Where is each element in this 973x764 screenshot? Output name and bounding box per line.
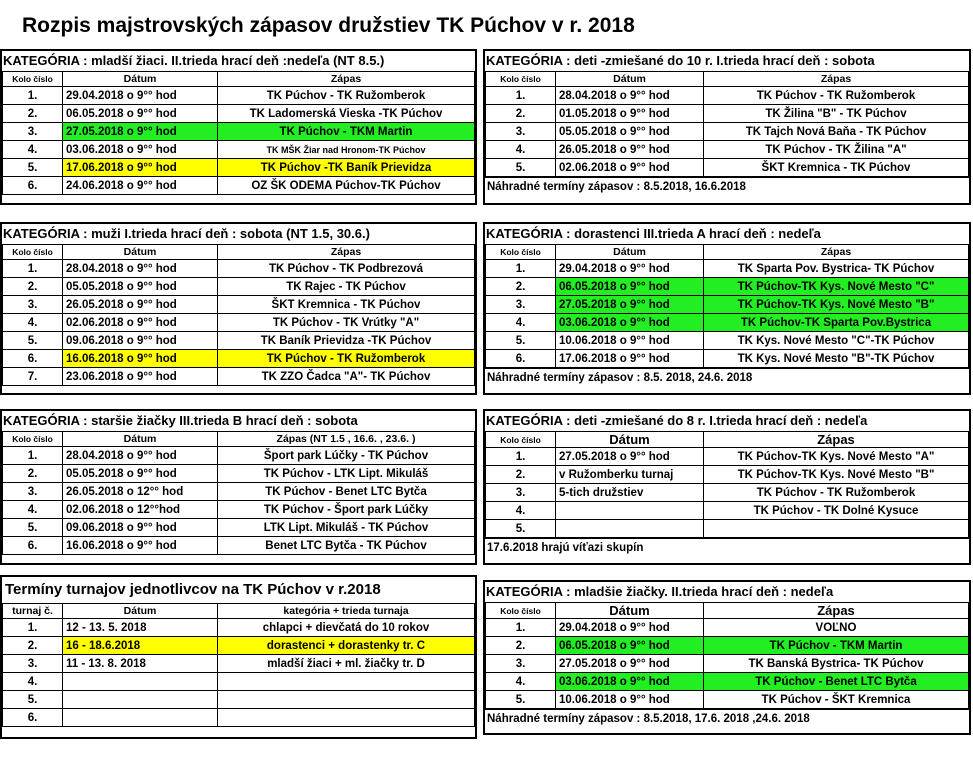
table-row <box>3 159 475 177</box>
match-date: 28.04.2018 o 9°° hod <box>556 87 704 105</box>
match-date: 01.05.2018 o 9°° hod <box>556 105 704 123</box>
match-date: 24.06.2018 o 9°° hod <box>63 177 218 195</box>
table-row <box>486 655 969 673</box>
match-name: TK Púchov - TK Podbrezová <box>218 260 475 278</box>
match-name: TK Púchov - Benet LTC Bytča <box>218 483 475 501</box>
col-kolo: Kolo číslo <box>486 432 556 448</box>
round-number: 1. <box>3 87 63 105</box>
table-row <box>3 637 475 655</box>
match-name: TK Púchov - TK Ružomberok <box>704 87 969 105</box>
col-datum: Dátum <box>63 432 218 447</box>
match-date: 16.06.2018 o 9°° hod <box>63 350 218 368</box>
table-row <box>3 655 475 673</box>
match-date: 09.06.2018 o 9°° hod <box>63 332 218 350</box>
block-note: Náhradné termíny zápasov : 8.5. 2018, 24.6. 2018 <box>485 368 969 388</box>
col-zapas: Zápas <box>704 72 969 87</box>
match-date: 23.06.2018 o 9°° hod <box>63 368 218 386</box>
block-mladsie-ziacky <box>483 580 971 735</box>
match-name: TK Rajec - TK Púchov <box>218 278 475 296</box>
col-kolo: Kolo číslo <box>3 245 63 260</box>
match-date: 02.06.2018 o 12°°hod <box>63 501 218 519</box>
round-number: 2. <box>3 465 63 483</box>
col-datum: Dátum <box>63 245 218 260</box>
match-date: 29.04.2018 o 9°° hod <box>63 87 218 105</box>
table-row <box>486 691 969 709</box>
match-date: 29.04.2018 o 9°° hod <box>556 260 704 278</box>
table-row <box>486 105 969 123</box>
table-row <box>486 159 969 177</box>
block-header: KATEGÓRIA : staršie žiačky III.trieda B hrací deň : sobota <box>3 413 358 428</box>
match-date: 28.04.2018 o 9°° hod <box>63 447 218 465</box>
match-date: 10.06.2018 o 9°° hod <box>556 691 704 709</box>
round-number: 5. <box>486 691 556 709</box>
schedule-table <box>2 71 475 195</box>
block-header: KATEGÓRIA : deti -zmiešané do 8 r. I.trieda hrací deň : nedeľa <box>486 413 868 428</box>
match-date: 02.06.2018 o 9°° hod <box>63 314 218 332</box>
table-row <box>3 483 475 501</box>
match-name <box>704 520 969 538</box>
table-row <box>3 87 475 105</box>
block-dorastenci <box>483 222 971 395</box>
table-row <box>3 368 475 386</box>
round-number: 4. <box>486 141 556 159</box>
match-date: 06.05.2018 o 9°° hod <box>556 637 704 655</box>
match-date: 27.05.2018 o 9°° hod <box>556 448 704 466</box>
match-name: dorastenci + dorastenky tr. C <box>218 637 475 655</box>
match-name: ŠKT Kremnica - TK Púchov <box>704 159 969 177</box>
round-number: 1. <box>486 619 556 637</box>
match-name: TK Sparta Pov. Bystrica- TK Púchov <box>704 260 969 278</box>
match-name: ŠKT Kremnica - TK Púchov <box>218 296 475 314</box>
table-row <box>486 619 969 637</box>
table-row <box>3 350 475 368</box>
round-number: 4. <box>3 141 63 159</box>
table-row <box>486 314 969 332</box>
match-name <box>218 673 475 691</box>
match-name: TK Púchov - TK Žilina "A" <box>704 141 969 159</box>
round-number: 3. <box>486 296 556 314</box>
col-zapas: Zápas <box>704 603 969 619</box>
round-number: 2. <box>486 105 556 123</box>
table-row <box>486 448 969 466</box>
match-date: 09.06.2018 o 9°° hod <box>63 519 218 537</box>
page-title: Rozpis majstrovských zápasov družstiev TK Púchov v r. 2018 <box>22 14 635 37</box>
round-number: 2. <box>486 637 556 655</box>
block-deti-do-8 <box>483 409 971 565</box>
match-name: TK Tajch Nová Baňa - TK Púchov <box>704 123 969 141</box>
table-row <box>3 332 475 350</box>
schedule-table <box>485 244 969 368</box>
match-name: TK Baník Prievidza -TK Púchov <box>218 332 475 350</box>
round-number: 5. <box>3 691 63 709</box>
match-date: 26.05.2018 o 9°° hod <box>556 141 704 159</box>
table-row <box>3 619 475 637</box>
match-date: 26.05.2018 o 12°° hod <box>63 483 218 501</box>
match-date: 16 - 18.6.2018 <box>63 637 218 655</box>
round-number: 6. <box>3 709 63 727</box>
round-number: 2. <box>3 637 63 655</box>
col-zapas: Zápas <box>704 432 969 448</box>
match-date: 02.06.2018 o 9°° hod <box>556 159 704 177</box>
table-row <box>3 314 475 332</box>
table-row <box>486 87 969 105</box>
schedule-table <box>2 603 475 727</box>
table-row <box>3 709 475 727</box>
table-row <box>3 447 475 465</box>
match-name: TK Púchov - LTK Lipt. Mikuláš <box>218 465 475 483</box>
match-date: 11 - 13. 8. 2018 <box>63 655 218 673</box>
round-number: 2. <box>3 105 63 123</box>
col-zapas: Zápas (NT 1.5 , 16.6. , 23.6. ) <box>218 432 475 447</box>
round-number: 1. <box>486 448 556 466</box>
table-row <box>3 519 475 537</box>
block-header: KATEGÓRIA : mladšie žiačky. II.trieda hrací deň : nedeľa <box>486 584 834 599</box>
match-date: 27.05.2018 o 9°° hod <box>556 655 704 673</box>
match-date <box>63 709 218 727</box>
table-row <box>486 260 969 278</box>
match-name: TK Banská Bystrica- TK Púchov <box>704 655 969 673</box>
block-header: KATEGÓRIA : dorastenci III.trieda A hrací deň : nedeľa <box>486 226 821 241</box>
match-name: TK Púchov-TK Kys. Nové Mesto "B" <box>704 466 969 484</box>
match-name: TK Púchov-TK Kys. Nové Mesto "A" <box>704 448 969 466</box>
match-date: 06.05.2018 o 9°° hod <box>63 105 218 123</box>
block-starsie-ziacky <box>0 409 477 565</box>
table-row <box>3 296 475 314</box>
match-date: v Ružomberku turnaj <box>556 466 704 484</box>
col-kolo: Kolo číslo <box>486 245 556 260</box>
block-header: Termíny turnajov jednotlivcov na TK Púchov v r.2018 <box>5 581 381 598</box>
match-name: Šport park Lúčky - TK Púchov <box>218 447 475 465</box>
match-name: chlapci + dievčatá do 10 rokov <box>218 619 475 637</box>
col-kolo: Kolo číslo <box>3 72 63 87</box>
match-date: 27.05.2018 o 9°° hod <box>63 123 218 141</box>
round-number: 5. <box>3 332 63 350</box>
table-row <box>3 105 475 123</box>
block-turnaje <box>0 575 477 739</box>
match-date: 27.05.2018 o 9°° hod <box>556 296 704 314</box>
match-name: TK MŠK Žiar nad Hronom-TK Púchov <box>218 141 475 159</box>
block-note: Náhradné termíny zápasov : 8.5.2018, 17.6. 2018 ,24.6. 2018 <box>485 709 969 729</box>
match-name: TK Púchov - TK Ružomberok <box>704 484 969 502</box>
col-kolo: Kolo číslo <box>3 432 63 447</box>
match-name <box>218 709 475 727</box>
schedule-table <box>2 244 475 386</box>
match-date: 29.04.2018 o 9°° hod <box>556 619 704 637</box>
round-number: 7. <box>3 368 63 386</box>
table-row <box>486 520 969 538</box>
match-date: 5-tich družstiev <box>556 484 704 502</box>
match-name: Benet LTC Bytča - TK Púchov <box>218 537 475 555</box>
table-row <box>486 673 969 691</box>
schedule-table <box>485 602 969 709</box>
round-number: 3. <box>3 483 63 501</box>
match-name: TK Púchov - ŠKT Kremnica <box>704 691 969 709</box>
round-number: 1. <box>3 260 63 278</box>
col-zapas: Zápas <box>218 245 475 260</box>
round-number: 4. <box>3 673 63 691</box>
round-number: 3. <box>3 123 63 141</box>
match-date <box>556 502 704 520</box>
match-name: TK Kys. Nové Mesto "B"-TK Púchov <box>704 350 969 368</box>
match-name: TK Púchov - Benet LTC Bytča <box>704 673 969 691</box>
round-number: 1. <box>3 619 63 637</box>
match-name: TK Púchov - TKM Martin <box>704 637 969 655</box>
round-number: 1. <box>486 87 556 105</box>
round-number: 2. <box>3 278 63 296</box>
schedule-table <box>485 431 969 538</box>
match-name: TK Žilina "B" - TK Púchov <box>704 105 969 123</box>
match-name: LTK Lipt. Mikuláš - TK Púchov <box>218 519 475 537</box>
match-date <box>556 520 704 538</box>
col-datum: Dátum <box>556 603 704 619</box>
match-date: 05.05.2018 o 9°° hod <box>63 465 218 483</box>
match-name: TK Púchov - TK Ružomberok <box>218 350 475 368</box>
block-header: KATEGÓRIA : deti -zmiešané do 10 r. I.trieda hrací deň : sobota <box>486 53 875 68</box>
match-name: OZ ŠK ODEMA Púchov-TK Púchov <box>218 177 475 195</box>
table-row <box>486 350 969 368</box>
match-date: 10.06.2018 o 9°° hod <box>556 332 704 350</box>
round-number: 3. <box>3 296 63 314</box>
match-name: TK Púchov-TK Sparta Pov.Bystrica <box>704 314 969 332</box>
table-row <box>3 465 475 483</box>
round-number: 4. <box>486 673 556 691</box>
match-name: VOĽNO <box>704 619 969 637</box>
schedule-table <box>485 71 969 177</box>
round-number: 3. <box>486 484 556 502</box>
match-name: TK Púchov-TK Kys. Nové Mesto "B" <box>704 296 969 314</box>
match-name: TK Kys. Nové Mesto "C"-TK Púchov <box>704 332 969 350</box>
match-name: TK Púchov -TK Baník Prievidza <box>218 159 475 177</box>
table-row <box>486 296 969 314</box>
table-row <box>486 637 969 655</box>
block-note: 17.6.2018 hrajú víťazi skupín <box>485 538 969 558</box>
match-name: TK Púchov - Šport park Lúčky <box>218 501 475 519</box>
match-name: TK Púchov-TK Kys. Nové Mesto "C" <box>704 278 969 296</box>
round-number: 6. <box>3 350 63 368</box>
round-number: 6. <box>3 537 63 555</box>
col-kolo: Kolo číslo <box>486 603 556 619</box>
round-number: 6. <box>486 350 556 368</box>
table-row <box>486 123 969 141</box>
block-mladsi-ziaci <box>0 49 477 205</box>
match-date: 05.05.2018 o 9°° hod <box>556 123 704 141</box>
match-date: 06.05.2018 o 9°° hod <box>556 278 704 296</box>
match-name: mladší žiaci + ml. žiačky tr. D <box>218 655 475 673</box>
col-kolo: Kolo číslo <box>486 72 556 87</box>
table-row <box>3 537 475 555</box>
block-note: Náhradné termíny zápasov : 8.5.2018, 16.6.2018 <box>485 177 969 197</box>
schedule-table <box>2 431 475 555</box>
match-date: 03.06.2018 o 9°° hod <box>63 141 218 159</box>
col-datum: Dátum <box>556 245 704 260</box>
table-row <box>486 502 969 520</box>
table-row <box>3 691 475 709</box>
match-name <box>218 691 475 709</box>
round-number: 4. <box>3 501 63 519</box>
table-row <box>3 260 475 278</box>
round-number: 4. <box>486 314 556 332</box>
match-date: 03.06.2018 o 9°° hod <box>556 314 704 332</box>
table-row <box>3 123 475 141</box>
table-row <box>486 278 969 296</box>
col-zapas: Zápas <box>704 245 969 260</box>
round-number: 2. <box>486 278 556 296</box>
match-name: TK Ladomerská Vieska -TK Púchov <box>218 105 475 123</box>
match-date: 26.05.2018 o 9°° hod <box>63 296 218 314</box>
col-datum: Dátum <box>556 72 704 87</box>
col-datum: Dátum <box>63 604 218 619</box>
round-number: 1. <box>3 447 63 465</box>
col-datum: Dátum <box>556 432 704 448</box>
match-date <box>63 673 218 691</box>
match-date <box>63 691 218 709</box>
block-header: KATEGÓRIA : mladší žiaci. II.trieda hrací deň :nedeľa (NT 8.5.) <box>3 53 385 68</box>
round-number: 1. <box>486 260 556 278</box>
match-date: 03.06.2018 o 9°° hod <box>556 673 704 691</box>
table-row <box>3 141 475 159</box>
block-header: KATEGÓRIA : muži I.trieda hrací deň : sobota (NT 1.5, 30.6.) <box>3 226 370 241</box>
round-number: 5. <box>486 332 556 350</box>
round-number: 5. <box>486 159 556 177</box>
round-number: 6. <box>3 177 63 195</box>
col-datum: Dátum <box>63 72 218 87</box>
table-row <box>486 332 969 350</box>
match-date: 17.06.2018 o 9°° hod <box>556 350 704 368</box>
match-date: 28.04.2018 o 9°° hod <box>63 260 218 278</box>
round-number: 3. <box>486 655 556 673</box>
col-kategoria: kategória + trieda turnaja <box>218 604 475 619</box>
round-number: 4. <box>486 502 556 520</box>
col-turnaj: turnaj č. <box>3 604 63 619</box>
table-row <box>486 484 969 502</box>
table-row <box>3 177 475 195</box>
match-date: 12 - 13. 5. 2018 <box>63 619 218 637</box>
table-row <box>486 141 969 159</box>
round-number: 2. <box>486 466 556 484</box>
col-zapas: Zápas <box>218 72 475 87</box>
round-number: 5. <box>486 520 556 538</box>
match-name: TK Púchov - TK Dolné Kysuce <box>704 502 969 520</box>
table-row <box>486 466 969 484</box>
round-number: 5. <box>3 159 63 177</box>
match-name: TK Púchov - TK Ružomberok <box>218 87 475 105</box>
round-number: 3. <box>3 655 63 673</box>
match-name: TK Púchov - TK Vrútky "A" <box>218 314 475 332</box>
block-muzi <box>0 222 477 395</box>
block-deti-do-10 <box>483 49 971 205</box>
match-date: 17.06.2018 o 9°° hod <box>63 159 218 177</box>
round-number: 5. <box>3 519 63 537</box>
match-date: 05.05.2018 o 9°° hod <box>63 278 218 296</box>
table-row <box>3 501 475 519</box>
round-number: 4. <box>3 314 63 332</box>
table-row <box>3 278 475 296</box>
table-row <box>3 673 475 691</box>
match-name: TK Púchov - TKM Martin <box>218 123 475 141</box>
match-name: TK ZZO Čadca "A"- TK Púchov <box>218 368 475 386</box>
round-number: 3. <box>486 123 556 141</box>
match-date: 16.06.2018 o 9°° hod <box>63 537 218 555</box>
